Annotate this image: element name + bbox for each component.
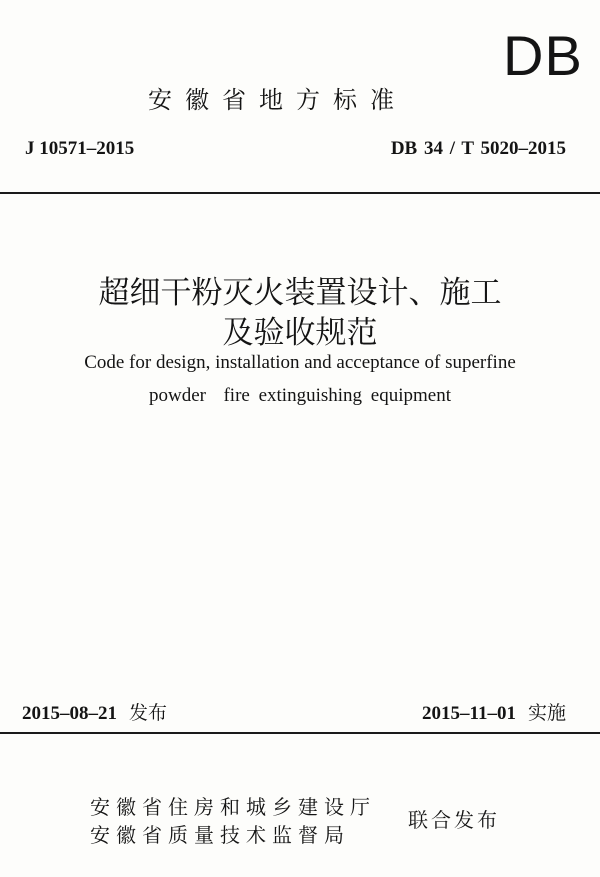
top-divider	[0, 192, 600, 194]
issuer-housing-dept: 安徽省住房和城乡建设厅	[90, 795, 376, 819]
issue-label: 发布	[129, 702, 168, 724]
record-number: J 10571–2015	[25, 138, 135, 159]
bottom-divider	[0, 732, 600, 734]
effective-label: 实施	[527, 702, 566, 724]
issue-date: 2015–08–21	[22, 703, 117, 724]
title-en-line1: Code for design, installation and acceptance of superfine	[84, 352, 516, 373]
issue-date-row	[22, 702, 167, 726]
effective-date-row	[422, 702, 566, 726]
joint-issue-label: 联合发布	[408, 808, 500, 832]
db-logo: DB	[503, 24, 583, 87]
effective-date: 2015–11–01	[422, 703, 516, 724]
title-en-line2: powder fire extinguishing equipment	[149, 385, 451, 406]
title-zh-line2: 及验收规范	[222, 315, 378, 351]
title-zh-line1: 超细干粉灭火装置设计、施工	[98, 275, 502, 311]
issuer-quality-bureau: 安徽省质量技术监督局	[90, 823, 350, 847]
standard-number: DB 34 / T 5020–2015	[390, 138, 566, 159]
standard-type: 安徽省地方标准	[148, 86, 407, 114]
